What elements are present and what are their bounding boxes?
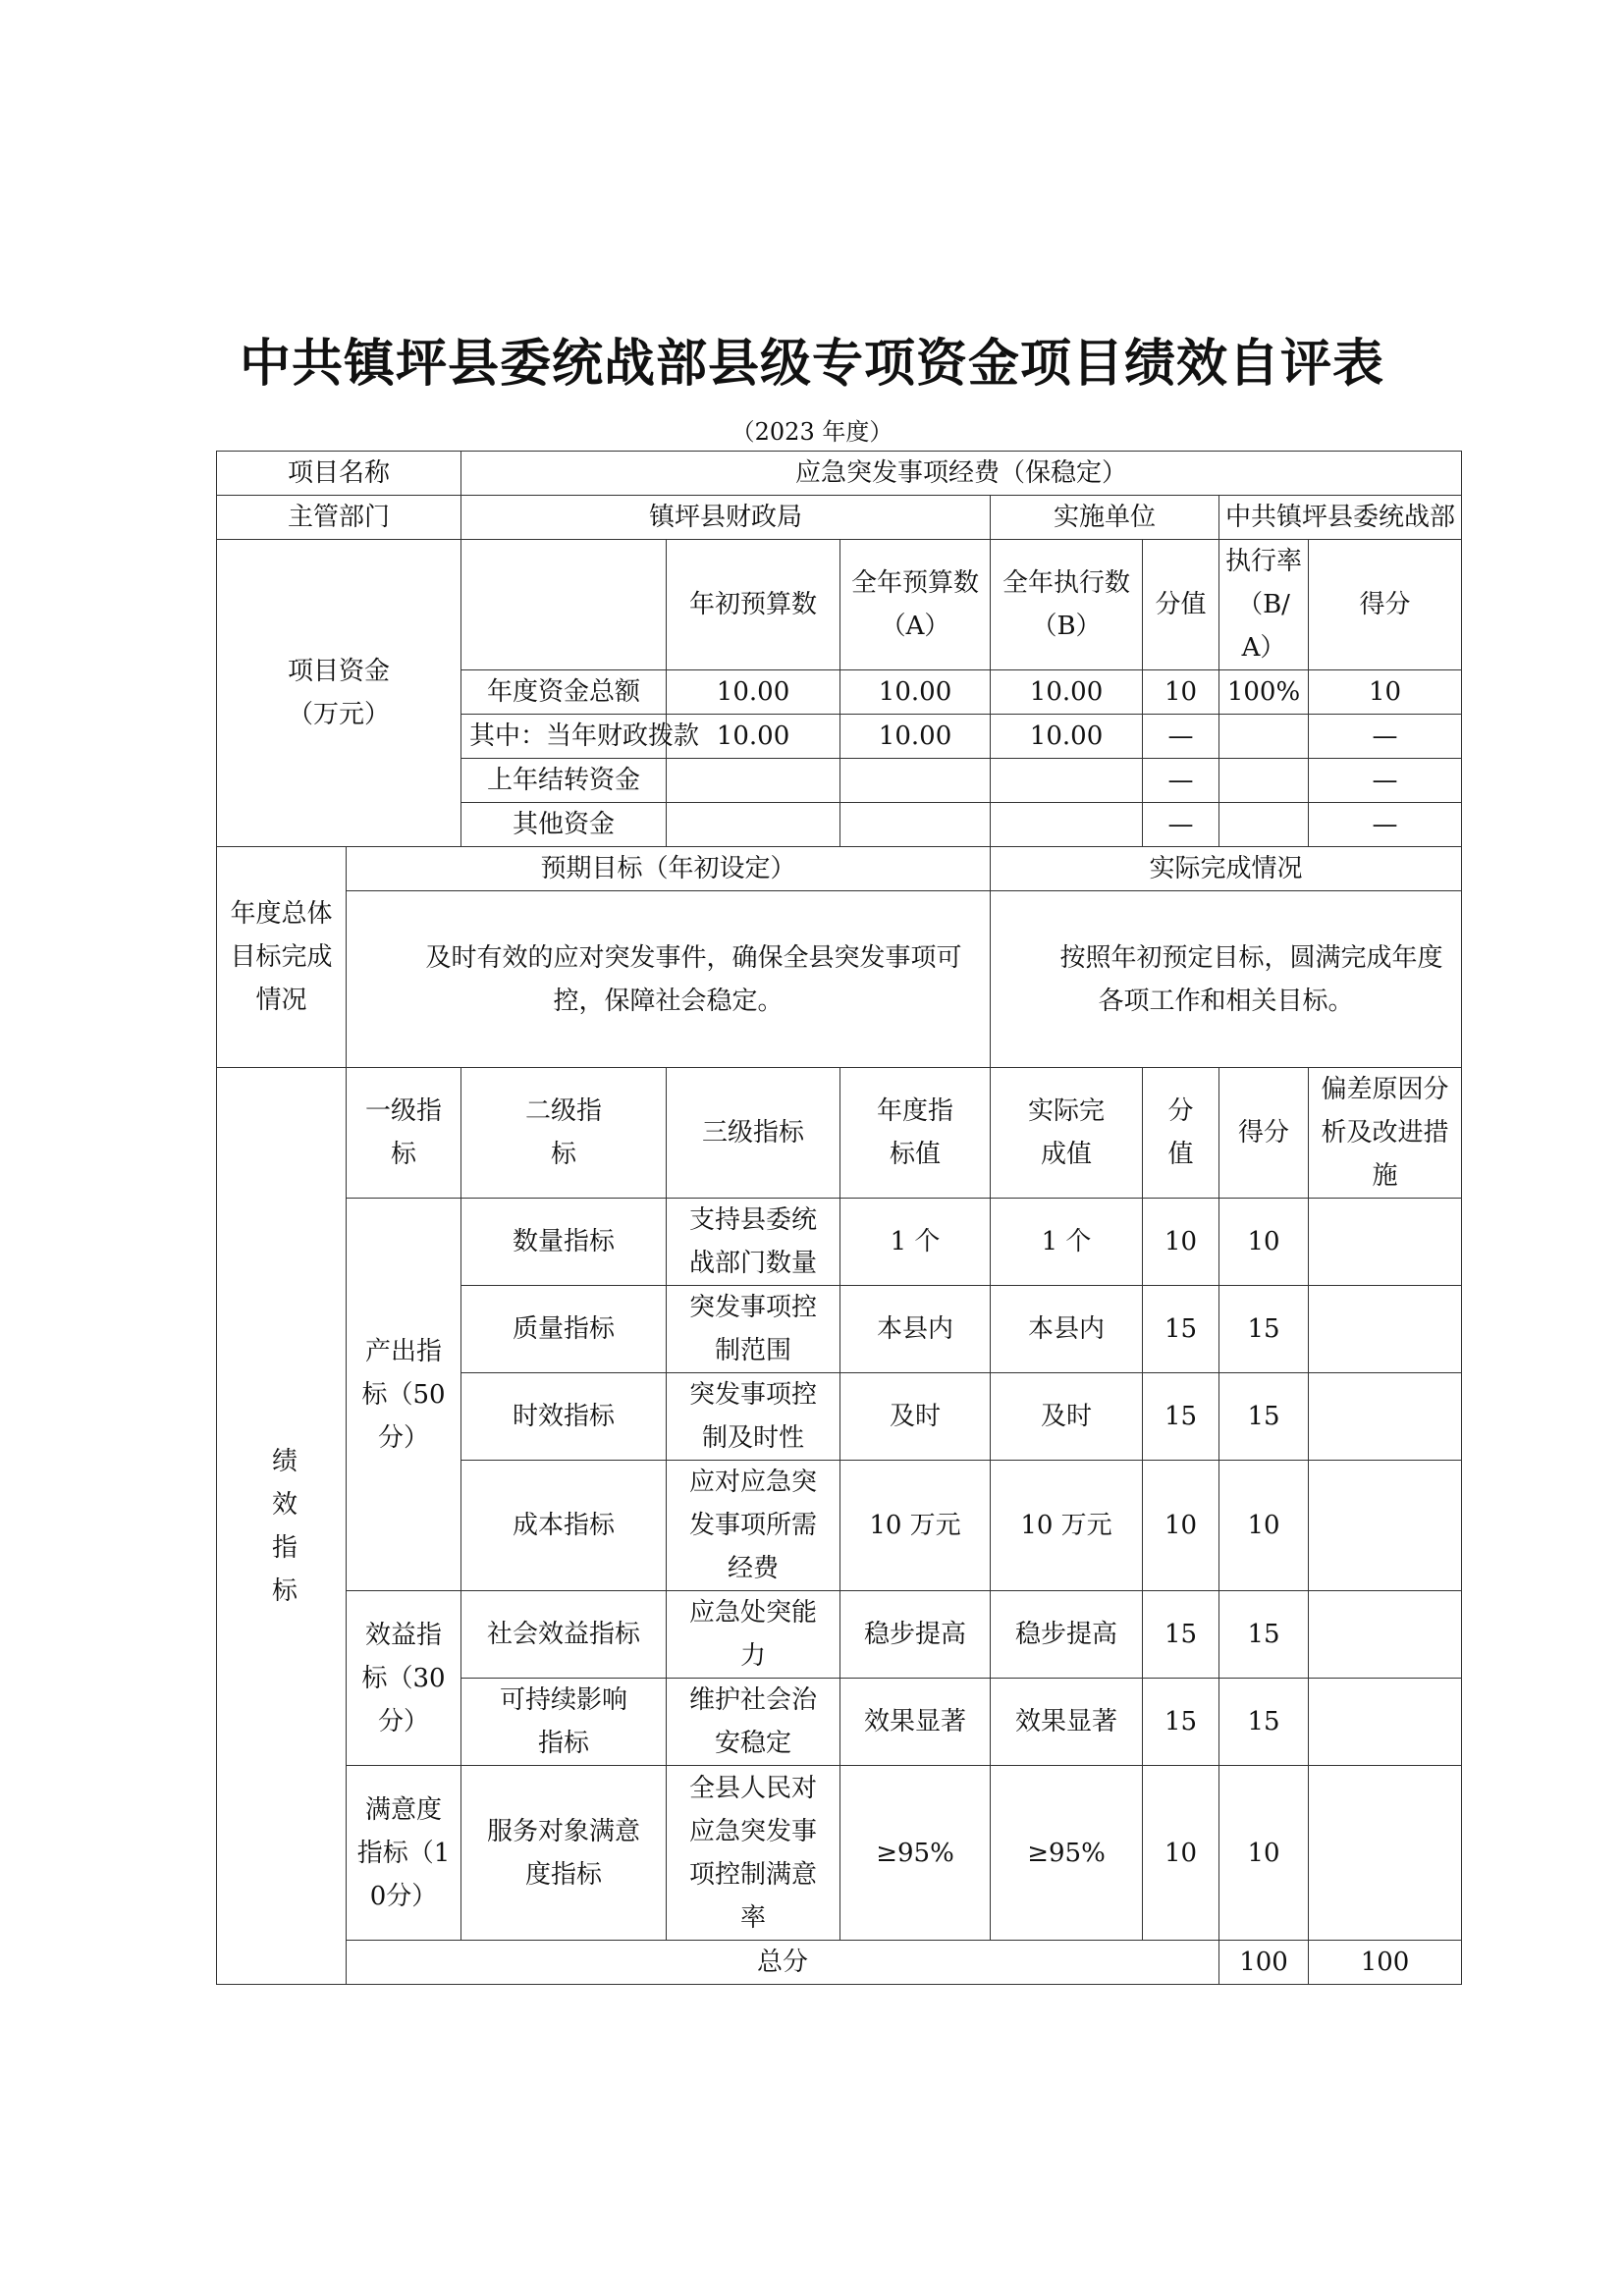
indicators-label: 绩效指标 bbox=[217, 1068, 347, 1985]
department-label: 主管部门 bbox=[217, 496, 461, 540]
level1-indicator: 产出指标（50分） bbox=[347, 1199, 461, 1591]
actual-result-header: 实际完成情况 bbox=[991, 847, 1462, 891]
funds-cell: — bbox=[1309, 803, 1462, 847]
goals-content-row bbox=[217, 891, 1462, 1068]
department-value: 镇坪县财政局 bbox=[461, 496, 991, 540]
funds-row-name: 年度资金总额 bbox=[461, 670, 667, 715]
target-value: 及时 bbox=[840, 1373, 991, 1461]
indicator-row bbox=[217, 1766, 1462, 1941]
funds-cell: 100% bbox=[1219, 670, 1309, 715]
goals-label: 年度总体目标完成情况 bbox=[217, 847, 347, 1068]
score-value: 15 bbox=[1143, 1679, 1219, 1766]
level2-indicator: 数量指标 bbox=[461, 1199, 667, 1286]
department-row bbox=[217, 496, 1462, 540]
score: 15 bbox=[1219, 1373, 1309, 1461]
total-score: 100 bbox=[1309, 1941, 1462, 1985]
indicator-row bbox=[217, 1199, 1462, 1286]
level2-indicator: 可持续影响指标 bbox=[461, 1679, 667, 1766]
deviation-reason bbox=[1309, 1461, 1462, 1591]
report-year: （2023 年度） bbox=[731, 418, 893, 446]
funds-cell bbox=[667, 803, 840, 847]
deviation-reason bbox=[1309, 1286, 1462, 1373]
funds-header: 年初预算数 bbox=[667, 540, 840, 670]
indicator-header: 二级指标 bbox=[461, 1068, 667, 1199]
funds-header-blank bbox=[461, 540, 667, 670]
level2-indicator: 时效指标 bbox=[461, 1373, 667, 1461]
actual-result-text: 按照年初预定目标，圆满完成年度各项工作和相关目标。 bbox=[991, 891, 1462, 1068]
funds-cell: 10.00 bbox=[991, 715, 1143, 759]
funds-row-name: 其中：当年财政拨款 bbox=[461, 715, 667, 759]
actual-value: 本县内 bbox=[991, 1286, 1143, 1373]
score-value: 10 bbox=[1143, 1461, 1219, 1591]
target-value: 1 个 bbox=[840, 1199, 991, 1286]
target-value: 10 万元 bbox=[840, 1461, 991, 1591]
funds-header: 执行率（B/A） bbox=[1219, 540, 1309, 670]
performance-evaluation-table bbox=[216, 451, 1462, 1985]
indicator-header: 三级指标 bbox=[667, 1068, 840, 1199]
score-value: 10 bbox=[1143, 1766, 1219, 1941]
expected-goal-text: 及时有效的应对突发事件，确保全县突发事项可控，保障社会稳定。 bbox=[347, 891, 991, 1068]
funds-header: 全年预算数（A） bbox=[840, 540, 991, 670]
score-value: 15 bbox=[1143, 1591, 1219, 1679]
actual-value: 10 万元 bbox=[991, 1461, 1143, 1591]
funds-cell bbox=[840, 759, 991, 803]
funds-cell bbox=[667, 759, 840, 803]
funds-header: 全年执行数（B） bbox=[991, 540, 1143, 670]
funds-header: 分值 bbox=[1143, 540, 1219, 670]
score-value: 10 bbox=[1143, 1199, 1219, 1286]
target-value: ≥95% bbox=[840, 1766, 991, 1941]
indicator-header: 年度指标值 bbox=[840, 1068, 991, 1199]
level1-indicator: 满意度指标（10分） bbox=[347, 1766, 461, 1941]
actual-value: 效果显著 bbox=[991, 1679, 1143, 1766]
deviation-reason bbox=[1309, 1766, 1462, 1941]
score: 15 bbox=[1219, 1591, 1309, 1679]
total-score-value: 100 bbox=[1219, 1941, 1309, 1985]
level3-indicator: 应对应急突发事项所需经费 bbox=[667, 1461, 840, 1591]
level3-indicator: 全县人民对应急突发事项控制满意率 bbox=[667, 1766, 840, 1941]
target-value: 效果显著 bbox=[840, 1679, 991, 1766]
funds-cell: — bbox=[1309, 759, 1462, 803]
level3-indicator: 应急处突能力 bbox=[667, 1591, 840, 1679]
score-value: 15 bbox=[1143, 1373, 1219, 1461]
funds-cell bbox=[1219, 803, 1309, 847]
score-value: 15 bbox=[1143, 1286, 1219, 1373]
level1-indicator: 效益指标（30分） bbox=[347, 1591, 461, 1766]
funds-row-name: 其他资金 bbox=[461, 803, 667, 847]
funds-cell: 10.00 bbox=[991, 670, 1143, 715]
indicator-header: 偏差原因分析及改进措施 bbox=[1309, 1068, 1462, 1199]
level3-indicator: 突发事项控制及时性 bbox=[667, 1373, 840, 1461]
total-label: 总分 bbox=[347, 1941, 1219, 1985]
level2-indicator: 社会效益指标 bbox=[461, 1591, 667, 1679]
funds-cell: — bbox=[1309, 715, 1462, 759]
project-name-row bbox=[217, 452, 1462, 496]
funds-cell: 10 bbox=[1143, 670, 1219, 715]
goals-header-row bbox=[217, 847, 1462, 891]
funds-cell bbox=[840, 803, 991, 847]
funds-header-row bbox=[217, 540, 1462, 670]
implementing-unit-label: 实施单位 bbox=[991, 496, 1219, 540]
total-row bbox=[217, 1941, 1462, 1985]
level3-indicator: 维护社会治安稳定 bbox=[667, 1679, 840, 1766]
score: 15 bbox=[1219, 1286, 1309, 1373]
funds-cell: 10.00 bbox=[667, 670, 840, 715]
level2-indicator: 服务对象满意度指标 bbox=[461, 1766, 667, 1941]
funds-cell bbox=[991, 759, 1143, 803]
funds-header: 得分 bbox=[1309, 540, 1462, 670]
project-name-label: 项目名称 bbox=[217, 452, 461, 496]
deviation-reason bbox=[1309, 1199, 1462, 1286]
actual-value: ≥95% bbox=[991, 1766, 1143, 1941]
funds-cell: 10.00 bbox=[667, 715, 840, 759]
level2-indicator: 质量指标 bbox=[461, 1286, 667, 1373]
indicator-header: 得分 bbox=[1219, 1068, 1309, 1199]
funds-cell bbox=[1219, 715, 1309, 759]
page-title: 中共镇坪县委统战部县级专项资金项目绩效自评表 bbox=[239, 335, 1384, 394]
indicator-header: 一级指标 bbox=[347, 1068, 461, 1199]
deviation-reason bbox=[1309, 1591, 1462, 1679]
funds-cell: 10.00 bbox=[840, 670, 991, 715]
deviation-reason bbox=[1309, 1373, 1462, 1461]
indicator-header: 分值 bbox=[1143, 1068, 1219, 1199]
score: 10 bbox=[1219, 1461, 1309, 1591]
score: 10 bbox=[1219, 1199, 1309, 1286]
funds-cell: — bbox=[1143, 803, 1219, 847]
expected-goal-header: 预期目标（年初设定） bbox=[347, 847, 991, 891]
level2-indicator: 成本指标 bbox=[461, 1461, 667, 1591]
level3-indicator: 支持县委统战部门数量 bbox=[667, 1199, 840, 1286]
actual-value: 1 个 bbox=[991, 1199, 1143, 1286]
funds-label: 项目资金 （万元） bbox=[217, 540, 461, 847]
actual-value: 稳步提高 bbox=[991, 1591, 1143, 1679]
actual-value: 及时 bbox=[991, 1373, 1143, 1461]
target-value: 本县内 bbox=[840, 1286, 991, 1373]
indicator-row bbox=[217, 1591, 1462, 1679]
funds-cell: 10.00 bbox=[840, 715, 991, 759]
indicator-header: 实际完成值 bbox=[991, 1068, 1143, 1199]
funds-row-name: 上年结转资金 bbox=[461, 759, 667, 803]
funds-cell: — bbox=[1143, 715, 1219, 759]
target-value: 稳步提高 bbox=[840, 1591, 991, 1679]
score: 15 bbox=[1219, 1679, 1309, 1766]
funds-cell bbox=[1219, 759, 1309, 803]
deviation-reason bbox=[1309, 1679, 1462, 1766]
project-name-value: 应急突发事项经费（保稳定） bbox=[461, 452, 1462, 496]
funds-cell: — bbox=[1143, 759, 1219, 803]
funds-cell bbox=[991, 803, 1143, 847]
implementing-unit-value: 中共镇坪县委统战部 bbox=[1219, 496, 1462, 540]
funds-cell: 10 bbox=[1309, 670, 1462, 715]
score: 10 bbox=[1219, 1766, 1309, 1941]
level3-indicator: 突发事项控制范围 bbox=[667, 1286, 840, 1373]
indicators-header-row bbox=[217, 1068, 1462, 1199]
